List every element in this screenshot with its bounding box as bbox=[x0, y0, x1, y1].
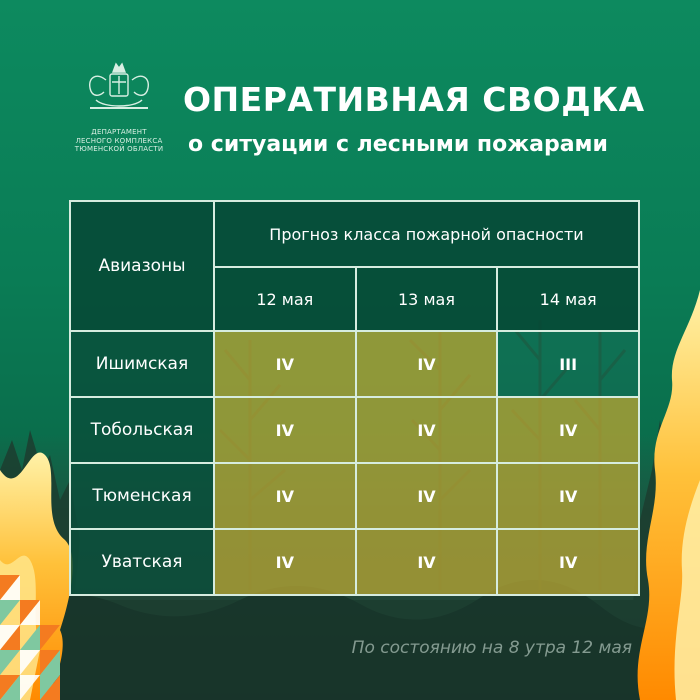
page-subtitle: о ситуации с лесными пожарами bbox=[188, 132, 608, 157]
forecast-group-header: Прогноз класса пожарной опасности bbox=[214, 201, 639, 267]
fire-class-cell: IV bbox=[356, 463, 498, 529]
fire-class-cell: IV bbox=[356, 331, 498, 397]
fire-class-cell: IV bbox=[214, 397, 356, 463]
zone-name: Уватская bbox=[70, 529, 214, 595]
department-line-3: ТЮМЕНСКОЙ ОБЛАСТИ bbox=[74, 145, 164, 153]
status-timestamp: По состоянию на 8 утра 12 мая bbox=[351, 638, 632, 658]
fire-class-cell: IV bbox=[356, 397, 498, 463]
fire-class-cell: III bbox=[497, 331, 639, 397]
zone-name: Тобольская bbox=[70, 397, 214, 463]
department-line-2: ЛЕСНОГО КОМПЛЕКСА bbox=[75, 136, 163, 145]
department-name bbox=[60, 128, 178, 154]
table-row bbox=[70, 463, 639, 529]
zone-column-header: Авиазоны bbox=[70, 201, 214, 331]
header-row bbox=[70, 201, 639, 267]
fire-class-cell: IV bbox=[497, 529, 639, 595]
fire-class-cell: IV bbox=[497, 397, 639, 463]
table-row bbox=[70, 331, 639, 397]
date-header-1: 12 мая bbox=[214, 267, 356, 331]
fire-class-cell: IV bbox=[214, 331, 356, 397]
fire-class-cell: IV bbox=[356, 529, 498, 595]
zone-name: Ишимская bbox=[70, 331, 214, 397]
table-row bbox=[70, 397, 639, 463]
coat-of-arms-icon bbox=[76, 60, 162, 124]
zone-name: Тюменская bbox=[70, 463, 214, 529]
fire-class-cell: IV bbox=[214, 529, 356, 595]
department-line-1: ДЕПАРТАМЕНТ bbox=[91, 128, 147, 136]
table-row bbox=[70, 529, 639, 595]
date-header-3: 14 мая bbox=[497, 267, 639, 331]
date-header-2: 13 мая bbox=[356, 267, 498, 331]
fire-class-cell: IV bbox=[214, 463, 356, 529]
fire-class-cell: IV bbox=[497, 463, 639, 529]
fire-danger-forecast-table bbox=[69, 200, 640, 596]
page-title: ОПЕРАТИВНАЯ СВОДКА bbox=[183, 80, 645, 119]
